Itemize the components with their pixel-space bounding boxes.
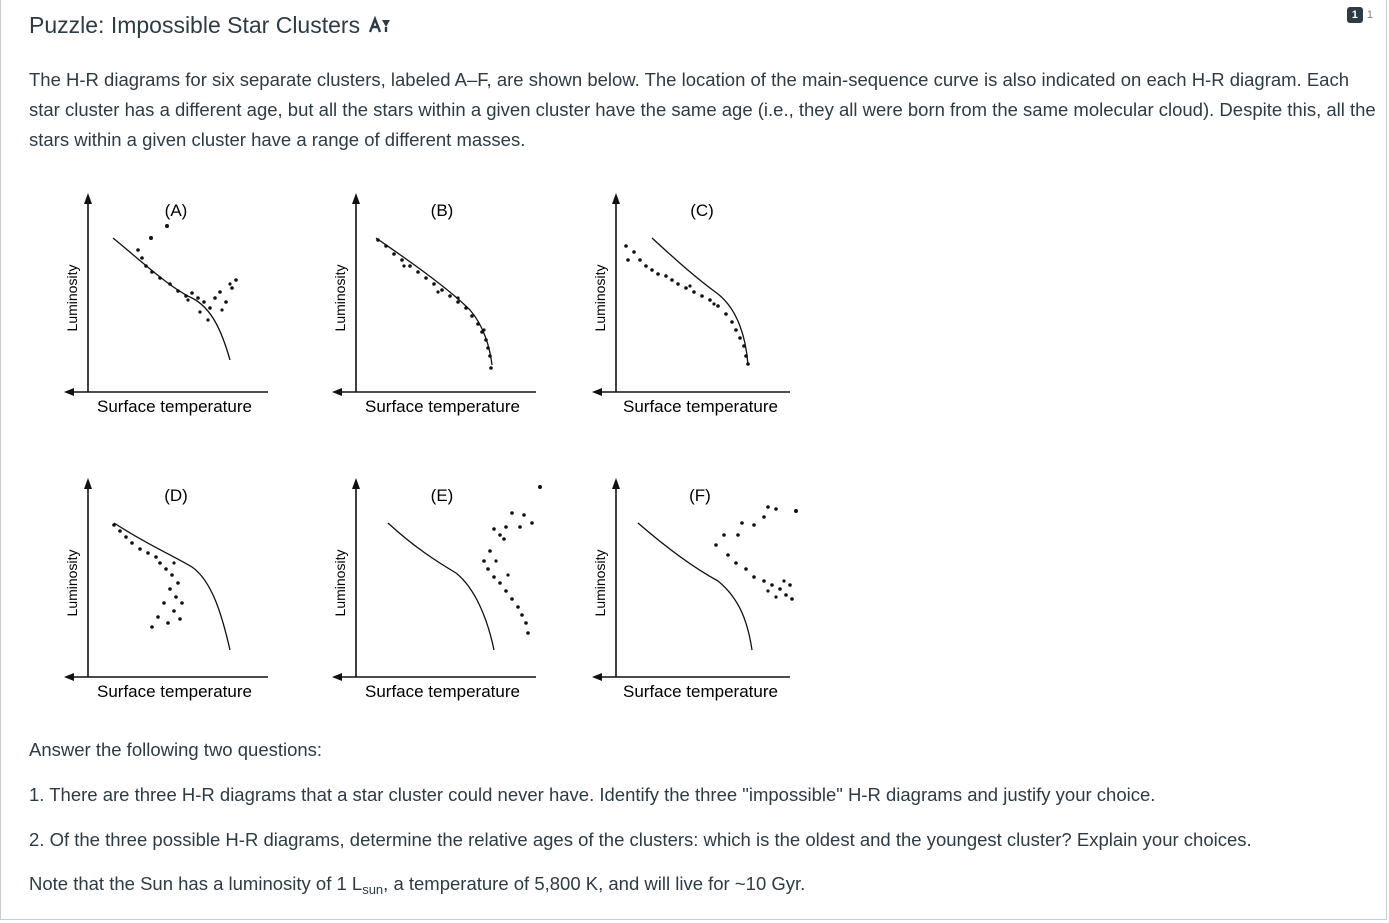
main-sequence-curve	[113, 238, 230, 360]
hr-panel-a-x-axis-label: Surface temperature	[97, 397, 252, 416]
sun-note-prefix: Note that the Sun has a luminosity of 1 L	[29, 873, 363, 894]
hr-panel-d-label: (D)	[164, 486, 188, 505]
hr-panel-f-y-axis-label: Luminosity	[592, 549, 608, 617]
main-sequence-curve	[388, 523, 494, 650]
hr-panel-c-x-axis-label: Surface temperature	[623, 397, 778, 416]
hr-panel-e	[332, 478, 542, 701]
star-points	[136, 224, 238, 322]
hr-panel-a-label: (A)	[164, 201, 188, 220]
hr-panel-f-label: (F)	[689, 486, 711, 505]
hr-panel-e-label: (E)	[430, 486, 454, 505]
hr-panel-b-y-axis-label: Luminosity	[332, 264, 348, 332]
question-header	[29, 10, 391, 40]
points-possible: 1	[1366, 9, 1373, 21]
star-points	[376, 238, 493, 370]
hr-panel-d	[64, 478, 268, 701]
hr-panel-e-x-axis-label: Surface temperature	[365, 682, 520, 701]
main-sequence-curve	[652, 238, 748, 365]
question-title: Puzzle: Impossible Star Clusters	[29, 11, 361, 38]
hr-diagrams-figure	[40, 180, 820, 710]
immersive-reader-icon[interactable]	[369, 16, 391, 34]
hr-panel-b	[332, 193, 536, 416]
hr-panel-d-x-axis-label: Surface temperature	[97, 682, 252, 701]
hr-panel-d-y-axis-label: Luminosity	[64, 549, 80, 617]
main-sequence-curve	[638, 523, 752, 650]
star-points	[482, 485, 542, 635]
hr-panel-b-x-axis-label: Surface temperature	[365, 397, 520, 416]
hr-panel-a-y-axis-label: Luminosity	[64, 264, 80, 332]
question-intro: The H-R diagrams for six separate clusters, labeled A–F, are shown below. The location of the main-sequence curve is also indicated on each H-R diagram. Each star cluster has a different age, but all the stars within a given cluster have the same age (i.e., they all were born from the same molecular cloud). Despite this, all the stars within a given cluster have a range of different masses.	[29, 69, 1376, 150]
hr-panel-f	[592, 478, 798, 701]
hr-panel-c	[592, 193, 790, 416]
sun-note-suffix: , a temperature of 5,800 K, and will live for ~10 Gyr.	[383, 873, 806, 894]
hr-panel-a	[64, 193, 268, 416]
points-indicator	[1347, 7, 1373, 23]
answer-prompt: Answer the following two questions:	[29, 739, 323, 760]
hr-panel-b-label: (B)	[430, 201, 454, 220]
star-points	[714, 505, 798, 601]
sun-note-subscript: sun	[362, 882, 384, 897]
hr-panel-e-y-axis-label: Luminosity	[332, 549, 348, 617]
sun-note	[29, 873, 805, 897]
hr-panel-c-label: (C)	[690, 201, 714, 220]
points-earned-badge: 1	[1347, 7, 1363, 23]
question-part-1: 1. There are three H-R diagrams that a star cluster could never have. Identify the three "impossible" H-R diagrams and justify your choice.	[29, 784, 1156, 805]
hr-panel-f-x-axis-label: Surface temperature	[623, 682, 778, 701]
question-part-2: 2. Of the three possible H-R diagrams, determine the relative ages of the clusters: which is the oldest and the youngest cluster? Explain your choices.	[29, 829, 1252, 850]
star-points	[112, 523, 184, 629]
hr-panel-c-y-axis-label: Luminosity	[592, 264, 608, 332]
star-points	[624, 244, 750, 366]
main-sequence-curve	[376, 238, 492, 365]
